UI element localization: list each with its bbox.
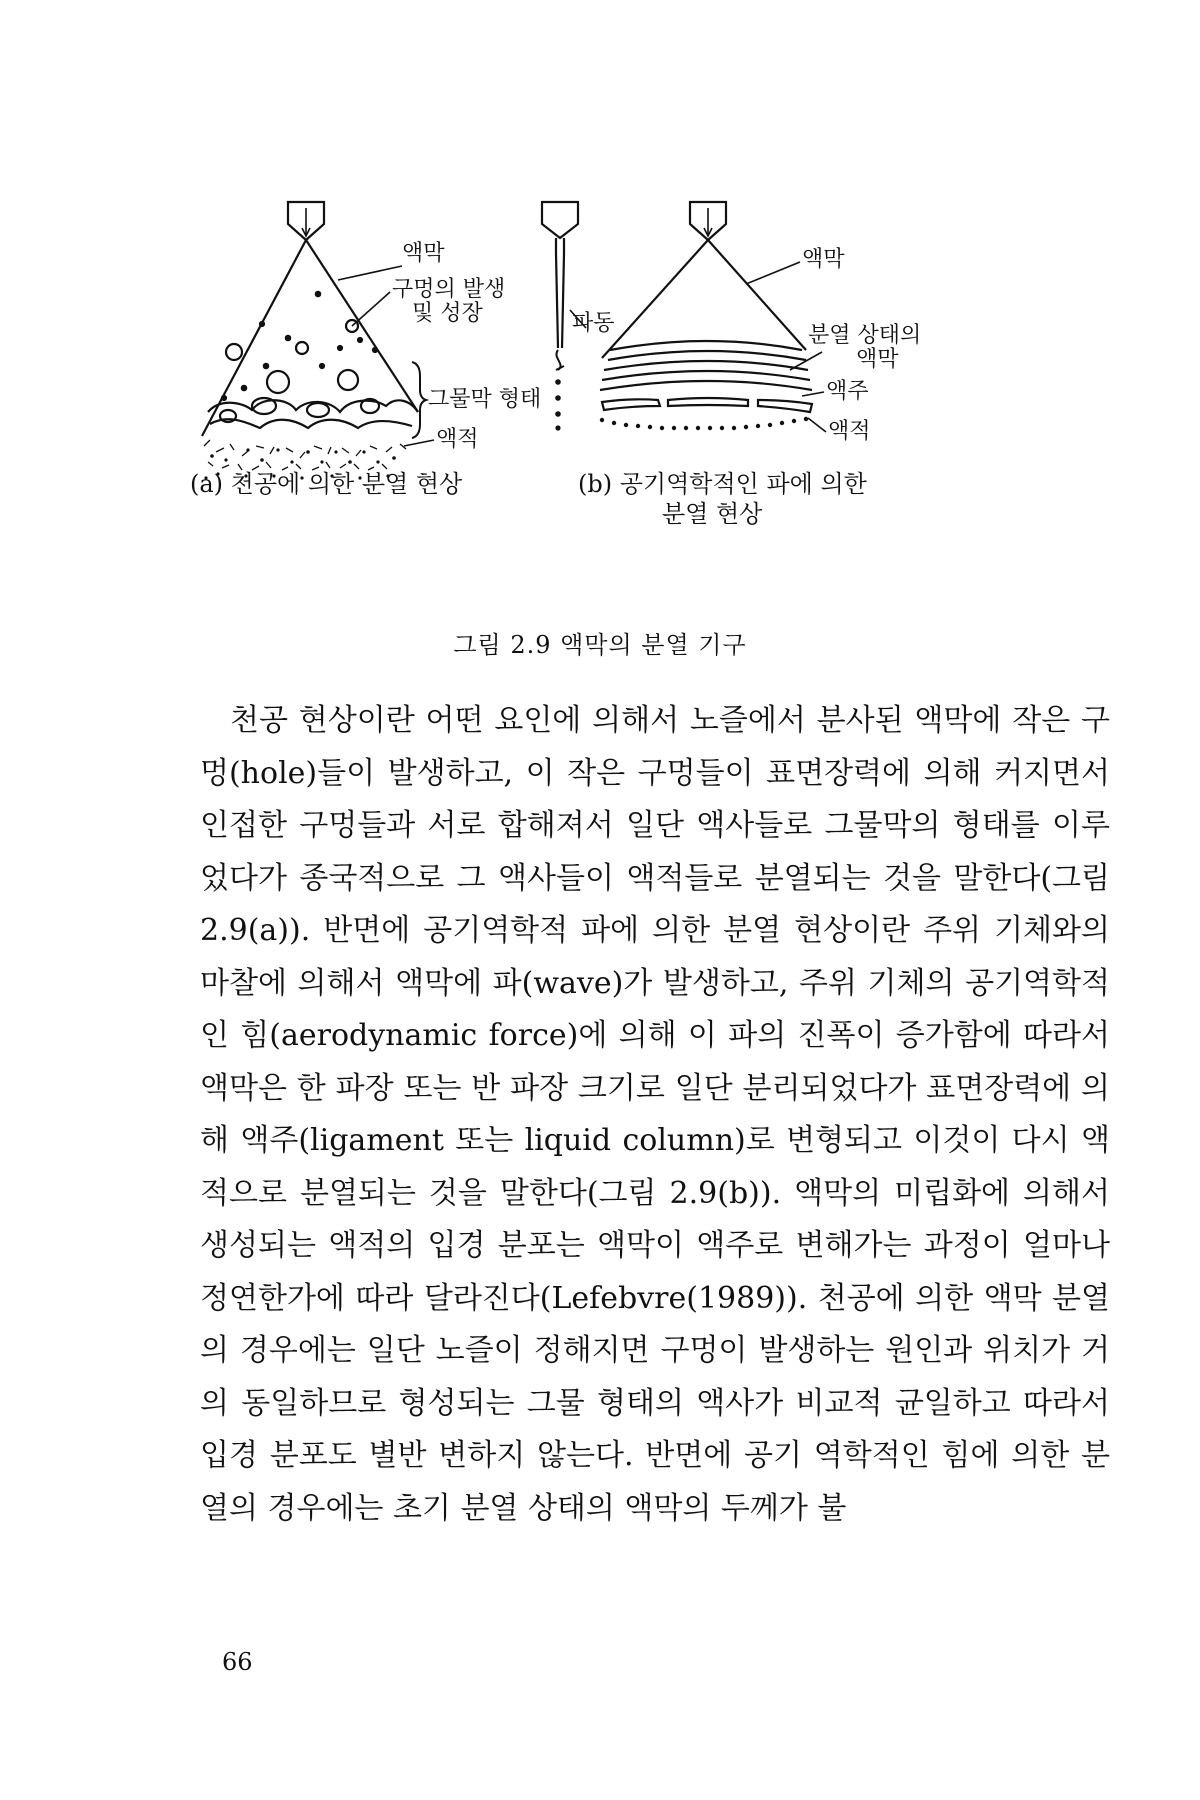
wave-ring: [600, 381, 812, 390]
hole: [316, 292, 320, 296]
label-holes-line1: 구멍의 발생: [392, 277, 506, 302]
caption-b-line1: (b) 공기역학적인 파에 의한: [578, 470, 867, 498]
caption-b-line2: 분열 현상: [662, 500, 763, 528]
hole: [358, 338, 362, 342]
hole: [338, 370, 358, 390]
label-drops-a: 액적: [436, 427, 479, 452]
label-ligament: 액주: [826, 379, 869, 404]
hole: [320, 364, 324, 368]
hole: [338, 346, 342, 350]
label-holes-line2: 및 성장: [412, 301, 483, 326]
hole: [373, 348, 377, 352]
hole: [242, 386, 246, 390]
figure-2-9: [190, 200, 1050, 620]
hole: [286, 336, 290, 340]
nozzle-side-icon: [542, 202, 578, 238]
leader-ligament: [802, 392, 824, 396]
hole: [267, 371, 289, 393]
wave-ring: [608, 351, 806, 360]
leader-drops-b: [808, 418, 826, 432]
web-ligaments: [210, 419, 412, 428]
web-ligaments: [208, 400, 418, 412]
hole: [296, 342, 308, 354]
figure-drawing: [190, 200, 1050, 620]
drop: [555, 379, 561, 385]
body-text: [200, 695, 1110, 1535]
ligament-blob: [307, 403, 329, 417]
label-state-line1: 분열 상태의: [808, 323, 922, 348]
leader-film-b: [746, 262, 800, 284]
leader-holes-a: [352, 292, 390, 326]
bracket-web: [412, 362, 426, 438]
wave-ring: [602, 371, 810, 380]
figure-title: 그림 2.9 액막의 분열 기구: [453, 631, 747, 659]
body-paragraph: 천공 현상이란 어떤 요인에 의해서 노즐에서 분사된 액막에 작은 구멍(hole)들이 발생하고, 이 작은 구멍들이 표면장력에 의해 커지면서 인접한 구멍들과 서로 합해져서 일단 액사들로 그물막의 형태를 이루었다가 종국적으로 그 액사들이 액적들로 분열되는 것을 말한다(그림 2.9(a)). 반면에 공기역학적 파에 의한 분열 현상이란 주위 기체와의 마찰에 의해서 액막에 파(wave)가 발생하고, 주위 기체의 공기역학적인 힘(aerodynamic force)에 의해 이 파의 진폭이 증가함에 따라서 액막은 한 파장 또는 반 파장 크기로 일단 분리되었다가 표면장력에 의해 액주(ligament 또는 liquid column)로 변형되고 이것이 다시 액적으로 분열되는 것을 말한다(그림 2.9(b)). 액막의 미립화에 의해서 생성되는 액적의 입경 분포는 액막이 액주로 변해가는 과정이 얼마나 정연한가에 따라 달라진다(Lefebvre(1989)). 천공에 의한 액막 분열의 경우에는 일단 노즐이 정해지면 구멍이 발생하는 원인과 위치가 거의 동일하므로 형성되는 그물 형태의 액사가 비교적 균일하고 따라서 입경 분포도 별반 변하지 않는다. 반면에 공기 역학적인 힘에 의한 분열의 경우에는 초기 분열 상태의 액막의 두께가 불: [200, 703, 1110, 1526]
caption-a: (a) 천공에 의한 분열 현상: [190, 470, 463, 498]
label-web: 그물막 형태: [428, 387, 542, 412]
label-drops-b: 액적: [828, 419, 871, 444]
droplet-row-b: [600, 417, 808, 430]
ligament-b: [758, 400, 812, 412]
hole: [260, 322, 264, 326]
label-state-line2: 액막: [856, 347, 899, 372]
wave-ring: [604, 361, 808, 370]
label-wave: 파동: [572, 311, 615, 336]
drop: [555, 395, 561, 401]
leader-state: [790, 352, 822, 370]
drop: [555, 425, 560, 430]
hole: [222, 396, 226, 400]
hole: [226, 344, 242, 360]
ligament-b: [602, 399, 660, 410]
label-film-b: 액막: [802, 247, 845, 272]
leader-drops-a: [404, 440, 434, 446]
droplet-spray-a: [204, 440, 406, 470]
page-number: 66: [222, 1648, 253, 1676]
diagram-a: [202, 202, 434, 480]
label-film-a: 액막: [402, 241, 445, 266]
ligament-b: [668, 398, 748, 406]
wave-ring: [610, 341, 802, 350]
drop: [555, 411, 561, 417]
sheet-side: [556, 238, 564, 348]
hole: [264, 364, 268, 368]
